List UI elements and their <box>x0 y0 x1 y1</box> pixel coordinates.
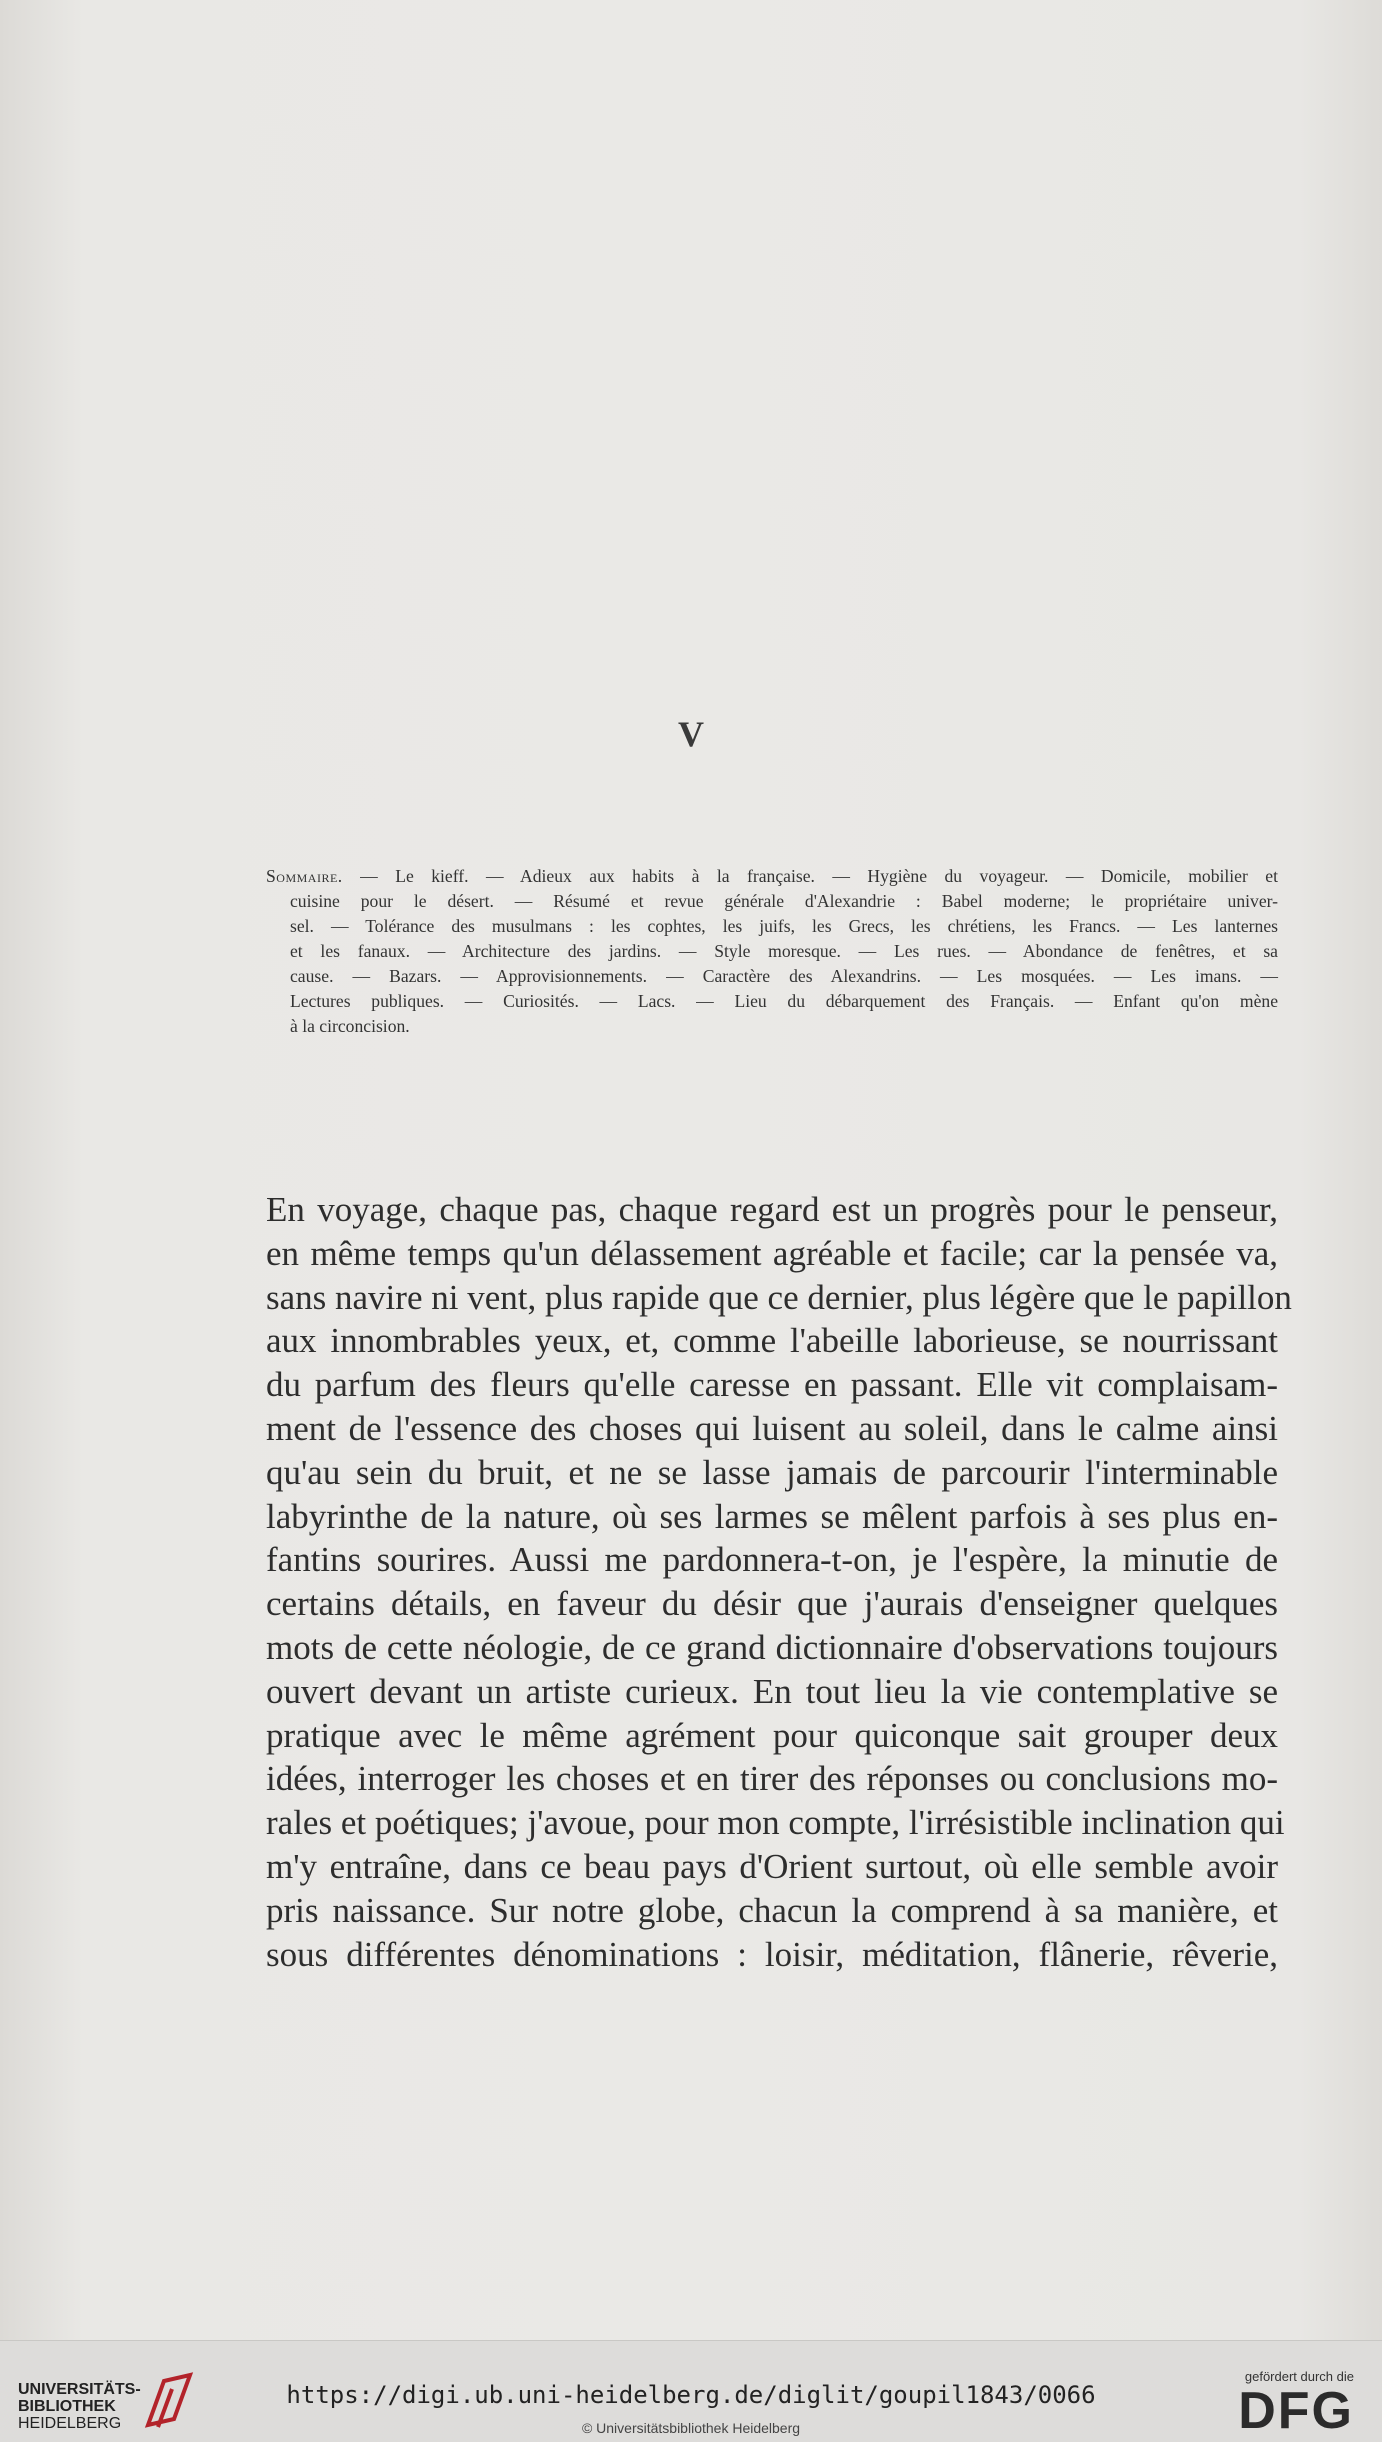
text-line: du parfum des fleurs qu'elle caresse en passant. Elle vit complaisam- <box>266 1365 1278 1405</box>
summary-line: sel. — Tolérance des musulmans : les cophtes, les juifs, les Grecs, les chrétiens, les Francs. — Les lanternes <box>290 916 1278 936</box>
summary-line: et les fanaux. — Architecture des jardins. — Style moresque. — Les rues. — Abondance de fenêtres, et sa <box>290 941 1278 961</box>
dfg-logo: DFG <box>1238 2382 1354 2440</box>
text-line: sans navire ni vent, plus rapide que ce dernier, plus légère que le papillon <box>266 1277 1292 1317</box>
viewer-footer <box>0 2340 1382 2442</box>
text-line: qu'au sein du bruit, et ne se lasse jamais de parcourir l'interminable <box>266 1452 1278 1492</box>
logo-line: HEIDELBERG <box>18 2415 122 2432</box>
chapter-summary <box>266 864 1278 1039</box>
text-line: mots de cette néologie, de ce grand dictionnaire d'observations toujours <box>266 1627 1278 1667</box>
summary-line: cause. — Bazars. — Approvisionnements. — Caractère des Alexandrins. — Les mosquées. — Les imans. — <box>290 966 1278 986</box>
text-line: labyrinthe de la nature, où ses larmes se mêlent parfois à ses plus en- <box>266 1496 1278 1536</box>
text-line: sous différentes dénominations : loisir, méditation, flânerie, rêverie, <box>266 1934 1278 1974</box>
text-line: pris naissance. Sur notre globe, chacun la comprend à sa manière, et <box>266 1890 1278 1930</box>
text-line: certains détails, en faveur du désir que j'aurais d'enseigner quelques <box>266 1584 1278 1624</box>
text-line: aux innombrables yeux, et, comme l'abeille laborieuse, se nourrissant <box>266 1321 1278 1361</box>
text-line: ment de l'essence des choses qui luisent au soleil, dans le calme ainsi <box>266 1408 1278 1448</box>
text-line: rales et poétiques; j'avoue, pour mon compte, l'irrésistible inclination qui <box>266 1803 1285 1843</box>
chapter-number: V <box>678 714 704 754</box>
text-line: idées, interroger les choses et en tirer des réponses ou conclusions mo- <box>266 1759 1278 1799</box>
summary-heading: Sommaire. <box>266 866 343 886</box>
text-line: En voyage, chaque pas, chaque regard est un progrès pour le penseur, <box>266 1190 1278 1229</box>
funder-label: gefördert durch die <box>1244 2369 1354 2384</box>
summary-line: Lectures publiques. — Curiosités. — Lacs. — Lieu du débarquement des Français. — Enfant qu'on mène <box>290 991 1278 1011</box>
text-line: ouvert devant un artiste curieux. En tout lieu la vie contemplative se <box>266 1671 1278 1711</box>
text-line: fantins sourires. Aussi me pardonnera-t-on, je l'espère, la minutie de <box>266 1540 1278 1580</box>
text-line: m'y entraîne, dans ce beau pays d'Orient surtout, où elle semble avoir <box>266 1846 1278 1886</box>
copyright-notice: © Universitätsbibliothek Heidelberg <box>581 2420 801 2436</box>
logo-line: UNIVERSITÄTS- <box>18 2381 141 2398</box>
summary-line: Sommaire. — Le kieff. — Adieux aux habits à la française. — Hygiène du voyageur. — Domicile, mobilier et <box>266 866 1278 886</box>
permalink-url[interactable]: https://digi.ub.uni-heidelberg.de/diglit/goupil1843/0066 <box>286 2381 1096 2409</box>
body-paragraph <box>266 1188 1292 1976</box>
summary-line: cuisine pour le désert. — Résumé et revue générale d'Alexandrie : Babel moderne; le propriétaire univer- <box>290 891 1278 911</box>
logo-line: BIBLIOTHEK <box>18 2398 116 2415</box>
text-line: en même temps qu'un délassement agréable et facile; car la pensée va, <box>266 1233 1278 1273</box>
text-line: pratique avec le même agrément pour quiconque sait grouper deux <box>266 1715 1278 1755</box>
summary-line: à la circoncision. <box>290 1016 410 1036</box>
